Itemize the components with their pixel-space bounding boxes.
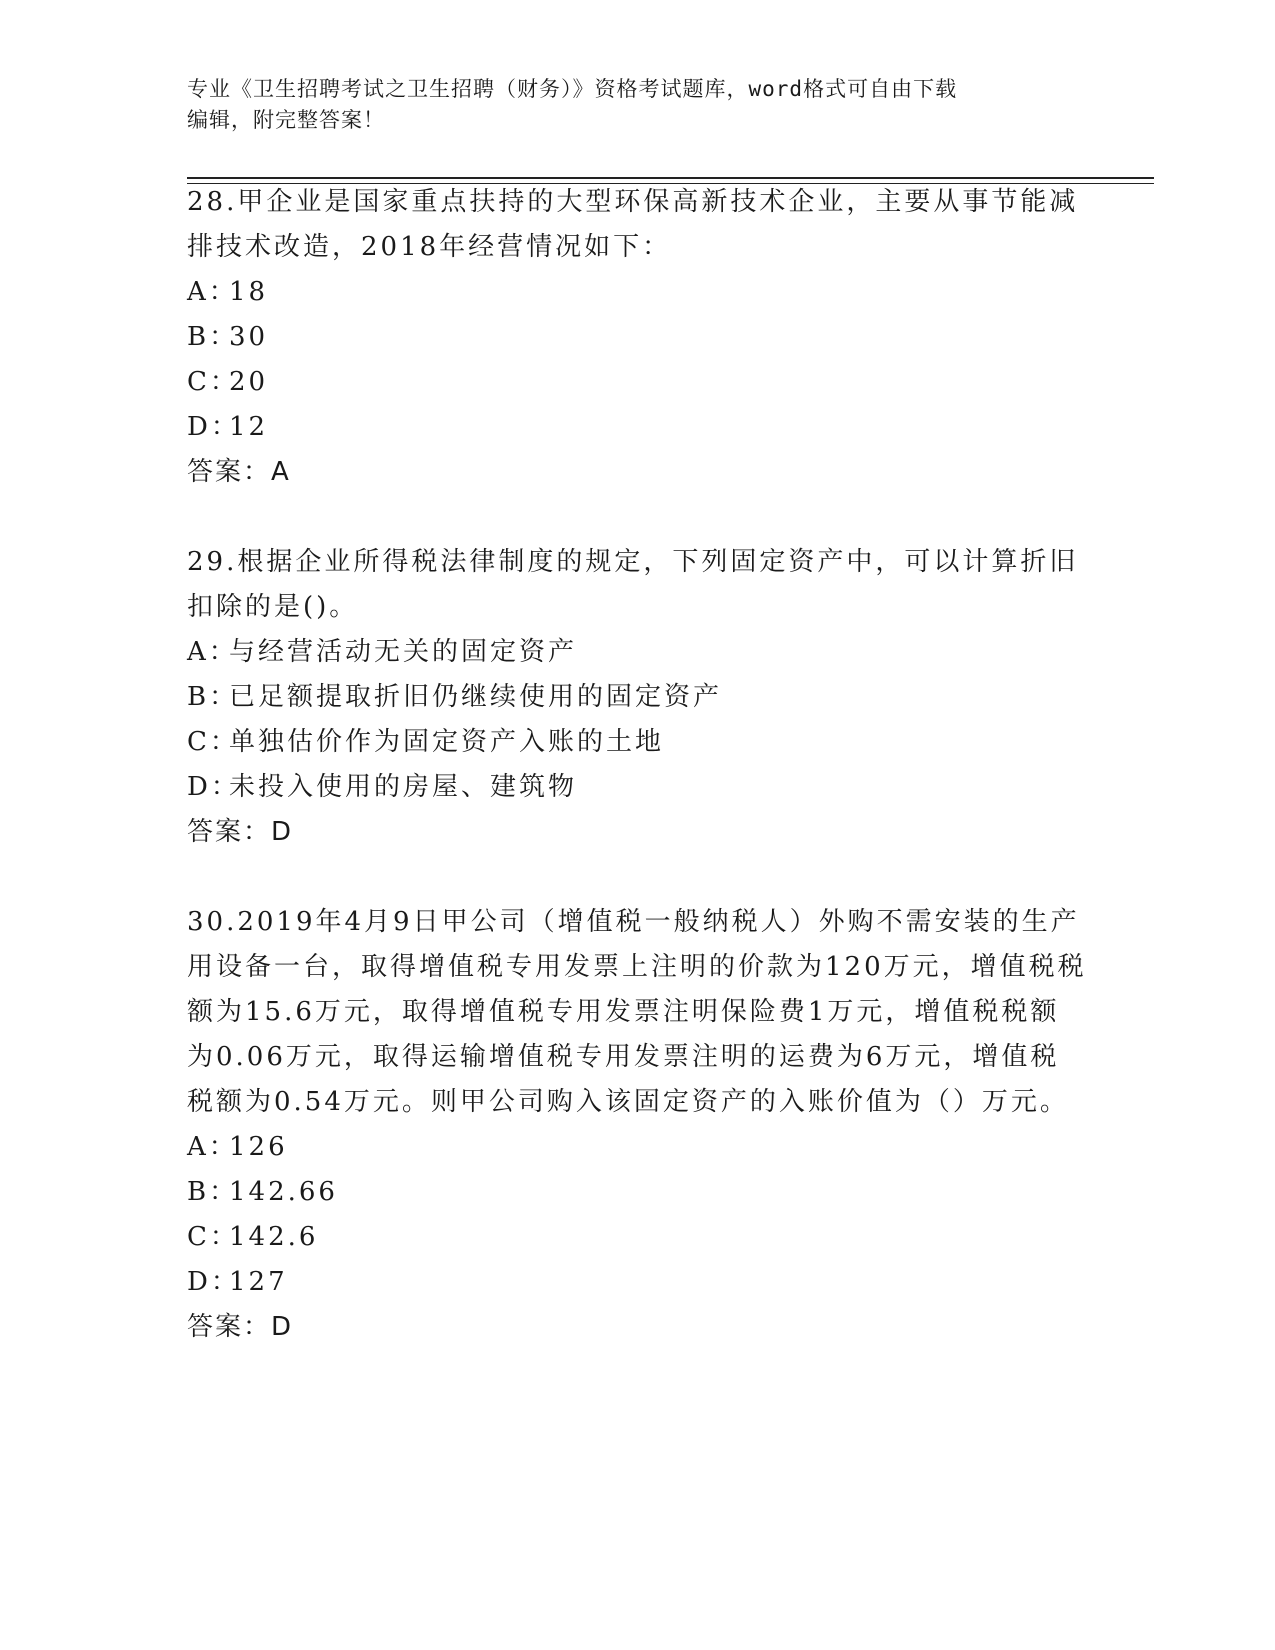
option-key: A：: [187, 1132, 238, 1162]
option-d: [187, 1260, 1087, 1305]
question-28: [187, 180, 1087, 495]
document-header: [187, 74, 1067, 136]
question-text: 30.2019年4月9日甲公司（增值税一般纳税人）外购不需安装的生产用设备一台，取得增值税专用发票上注明的价款为120万元，增值税税额为15.6万元，取得增值税专用发票注明保险费1万元，增值税税额为0.06万元，取得运输增值税专用发票注明的运费为6万元，增值税税额为0.54万元。则甲公司购入该固定资产的入账价值为（）万元。: [187, 907, 1087, 1117]
option-d: [187, 765, 1087, 810]
option-value: 18: [229, 277, 269, 307]
option-key: B：: [187, 1177, 239, 1207]
question-29: [187, 540, 1087, 855]
option-value: 142.6: [229, 1222, 319, 1252]
option-value: 未投入使用的房屋、建筑物: [229, 772, 578, 802]
answer-label: 答案：D: [187, 1312, 294, 1342]
option-value: 126: [229, 1132, 288, 1162]
option-value: 30: [229, 322, 269, 352]
option-b: [187, 315, 1087, 360]
option-c: [187, 1215, 1087, 1260]
option-c: [187, 360, 1087, 405]
option-a: [187, 1125, 1087, 1170]
option-c: [187, 720, 1087, 765]
answer-label: 答案：D: [187, 817, 294, 847]
option-key: D：: [187, 412, 240, 442]
option-value: 142.66: [229, 1177, 338, 1207]
header-line-1: 专业《卫生招聘考试之卫生招聘（财务）》资格考试题库，word格式可自由下载: [187, 77, 958, 101]
option-value: 20: [229, 367, 269, 397]
option-key: A：: [187, 637, 238, 667]
question-30: [187, 900, 1087, 1350]
option-key: B：: [187, 682, 239, 712]
option-key: D：: [187, 1267, 240, 1297]
option-value: 已足额提取折旧仍继续使用的固定资产: [229, 682, 723, 712]
option-value: 127: [229, 1267, 288, 1297]
option-key: C：: [187, 367, 239, 397]
header-divider-thick: [187, 177, 1154, 179]
option-b: [187, 1170, 1087, 1215]
option-key: B：: [187, 322, 239, 352]
option-value: 与经营活动无关的固定资产: [229, 637, 578, 667]
option-b: [187, 675, 1087, 720]
header-line-2: 编辑，附完整答案！: [187, 108, 385, 132]
option-key: C：: [187, 1222, 239, 1252]
option-key: D：: [187, 772, 240, 802]
option-value: 单独估价作为固定资产入账的土地: [229, 727, 665, 757]
option-key: A：: [187, 277, 238, 307]
option-a: [187, 270, 1087, 315]
option-a: [187, 630, 1087, 675]
question-text: 28.甲企业是国家重点扶持的大型环保高新技术企业，主要从事节能减排技术改造，2018年经营情况如下：: [187, 187, 1079, 262]
answer-label: 答案：A: [187, 457, 291, 487]
option-key: C：: [187, 727, 239, 757]
option-d: [187, 405, 1087, 450]
question-text: 29.根据企业所得税法律制度的规定，下列固定资产中，可以计算折旧扣除的是()。: [187, 547, 1079, 622]
option-value: 12: [229, 412, 269, 442]
